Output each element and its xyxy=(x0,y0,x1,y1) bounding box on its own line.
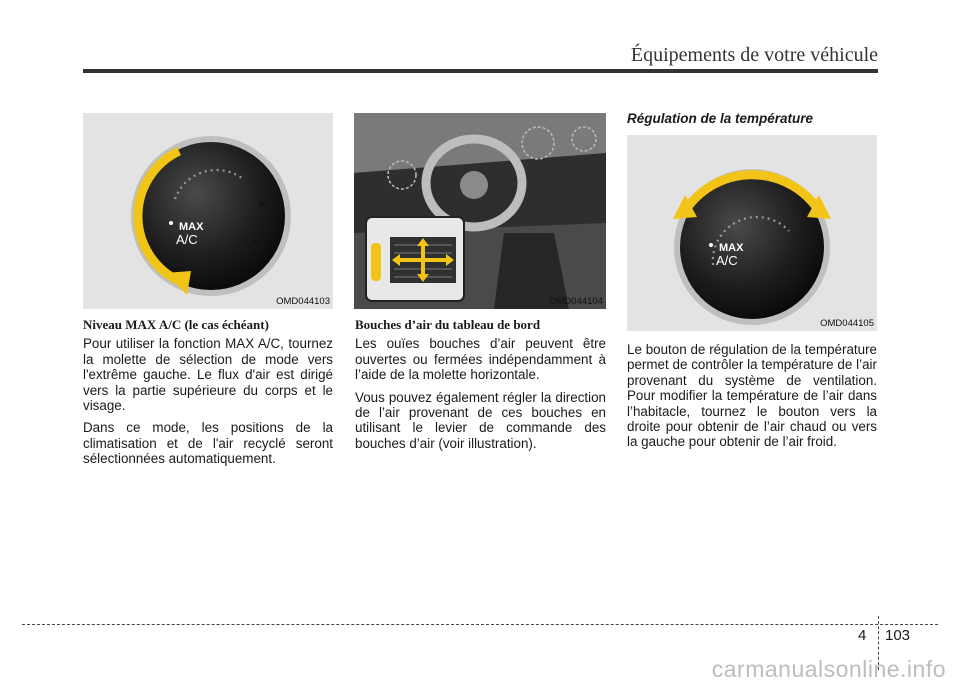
header-rule xyxy=(83,69,878,73)
temperature-knob-illustration xyxy=(627,135,877,331)
watermark: carmanualsonline.info xyxy=(711,656,946,682)
knob-label-max: MAX xyxy=(179,221,204,233)
column-heading: Bouches d’air du tableau de bord xyxy=(355,317,541,332)
page-number: 103 xyxy=(885,627,911,644)
steering-hub xyxy=(460,171,488,199)
section-heading-temperature: Régulation de la température xyxy=(627,111,814,126)
dashboard-illustration xyxy=(354,113,606,309)
vent-wheel-icon xyxy=(371,243,381,281)
knob-indicator-dot xyxy=(169,221,173,225)
figure-code: OMD044103 xyxy=(276,296,330,307)
chapter-number: 4 xyxy=(858,627,867,644)
paragraph: Dans ce mode, les positions de la climatisation et de l'air recyclé seront sélectionnées automatiquement. xyxy=(83,420,333,467)
paragraph: Le bouton de régulation de la température permet de contrôler la température de l’air provenant du système de ventilation. Pour modifier la température de l’air dans l’habitacle, tournez le bouton vers la droite pour obtenir de l’air chaud ou vers la gauche pour obtenir de l’air froid. xyxy=(627,342,877,450)
figure-temperature-knob xyxy=(627,135,877,331)
page-header-title: Équipements de votre véhicule xyxy=(630,44,878,66)
figure-code: OMD044104 xyxy=(549,296,603,307)
knob-indicator-dot xyxy=(709,243,713,247)
column-temperature xyxy=(627,342,877,457)
column-max-ac xyxy=(83,317,333,474)
column-air-vents xyxy=(355,317,606,458)
figure-code: OMD044105 xyxy=(820,318,874,329)
paragraph: Vous pouvez également régler la direction de l’air provenant de ces bouches en utilisant le levier de commande des bouches d’air (voir illustration). xyxy=(355,389,606,451)
paragraph: Les ouïes bouches d’air peuvent être ouvertes ou fermées indépendamment à l’aide de la molette horizontale. xyxy=(355,336,606,383)
knob-label-max: MAX xyxy=(719,242,744,254)
knob-label-ac: A/C xyxy=(176,232,198,247)
max-ac-knob-illustration xyxy=(83,113,333,309)
footer-rule xyxy=(22,624,938,625)
figure-max-ac-knob xyxy=(83,113,333,309)
knob-label-ac: A/C xyxy=(716,253,738,268)
column-heading: Niveau MAX A/C (le cas échéant) xyxy=(83,317,269,332)
paragraph: Pour utiliser la fonction MAX A/C, tournez la molette de sélection de mode vers l'extrême gauche. Le flux d'air est dirigé vers la partie supérieure du corps et le visage. xyxy=(83,336,333,414)
figure-dashboard-vents xyxy=(354,113,606,309)
